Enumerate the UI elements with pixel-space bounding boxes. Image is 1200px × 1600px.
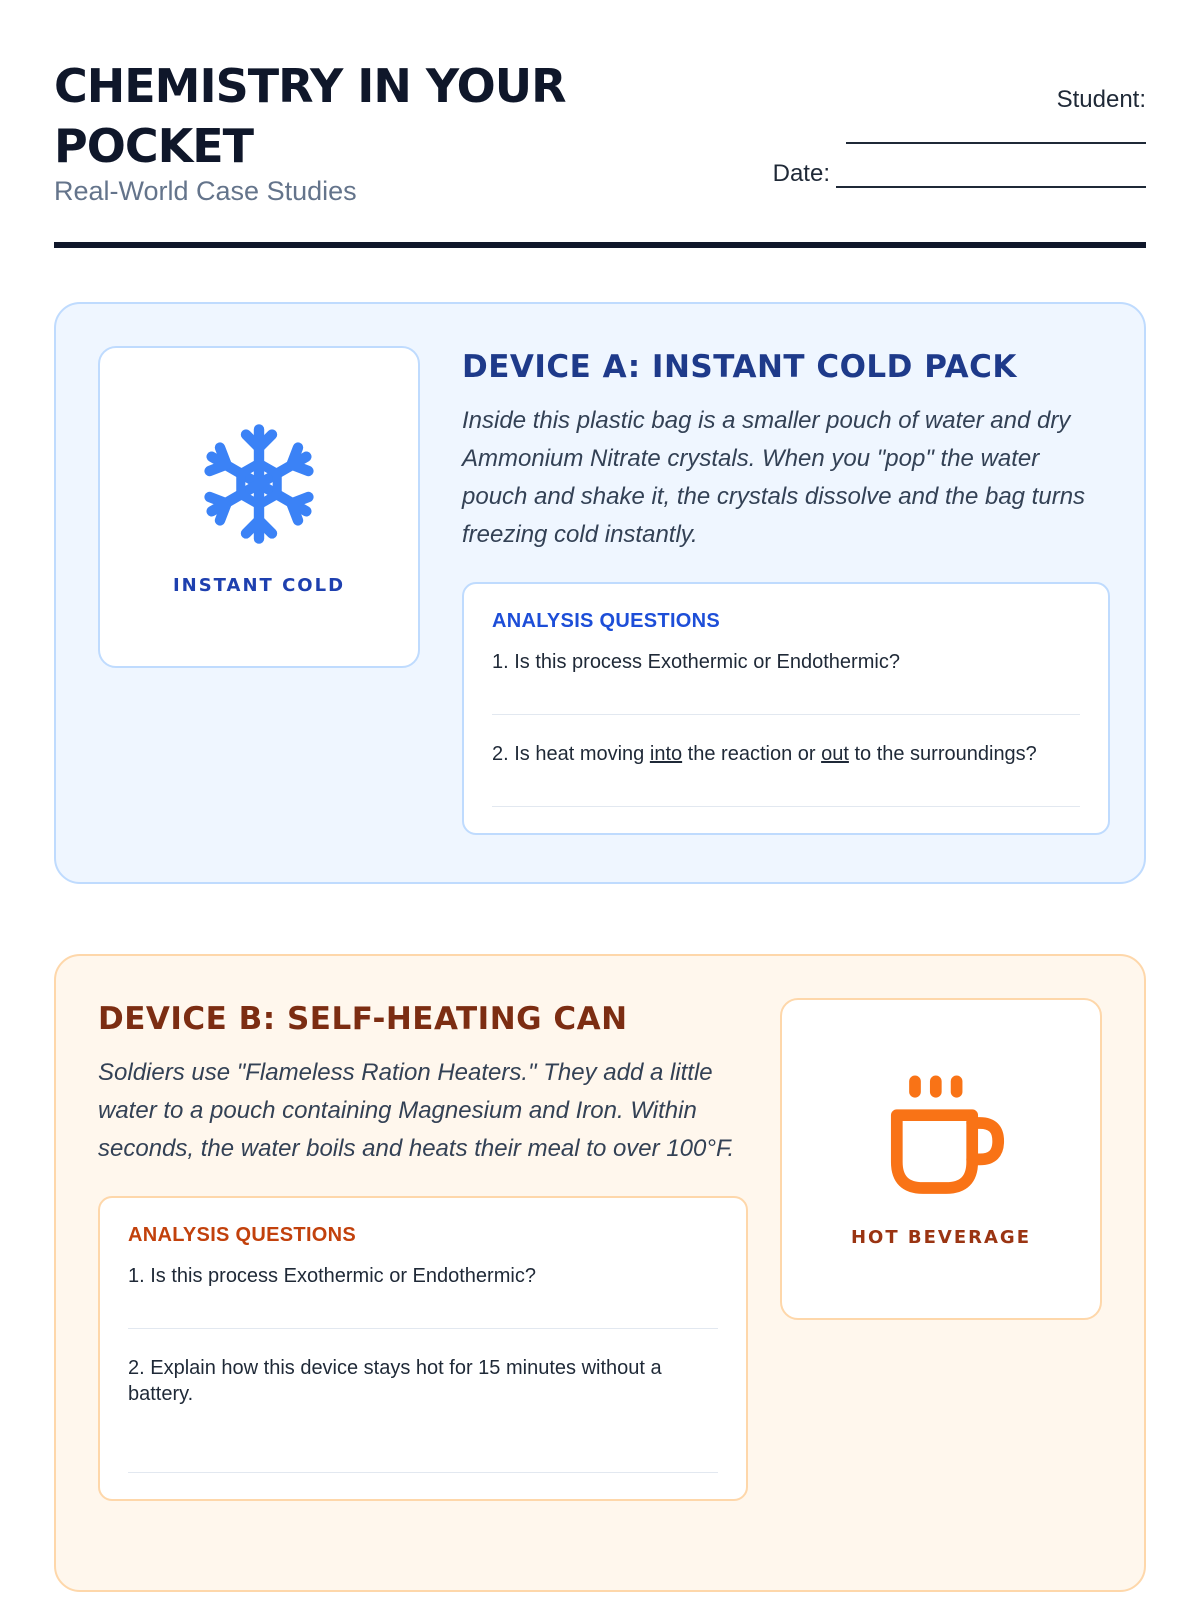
device-b-answer-2-line[interactable] xyxy=(128,1407,718,1473)
device-a-answer-1-line[interactable] xyxy=(492,675,1080,715)
student-field xyxy=(746,82,1146,114)
device-b-question-2: 2. Explain how this device stays hot for 15 minutes without a battery. xyxy=(128,1357,662,1405)
device-a-question-2-part: to the surroundings? xyxy=(848,743,1037,765)
date-label: Date: xyxy=(772,160,830,187)
device-a-question-1: 1. Is this process Exothermic or Endothermic? xyxy=(492,651,900,673)
mug-icon xyxy=(876,1071,1006,1201)
student-label: Student: xyxy=(1056,86,1146,113)
header-divider xyxy=(54,242,1146,248)
device-b-icon-box xyxy=(780,998,1102,1320)
device-a-question-2-part: 2. Is heat moving xyxy=(492,743,650,765)
device-a-questions-title: ANALYSIS QUESTIONS xyxy=(492,610,721,632)
date-field xyxy=(746,156,1146,188)
device-b-icon-label: HOT BEVERAGE xyxy=(850,1226,1031,1248)
student-line-row xyxy=(746,114,1146,144)
student-fields xyxy=(746,82,1146,188)
device-a-questions xyxy=(462,582,1110,835)
snowflake-icon xyxy=(194,419,324,549)
device-a-description: Inside this plastic bag is a smaller pouch of water and dry Ammonium Nitrate crystals. When you "pop" the water pouch and shake it, the crystals dissolve and the bag turns freezing cold instantly. xyxy=(462,407,1086,548)
device-a-question-2-out: out xyxy=(821,743,849,765)
worksheet-header xyxy=(54,56,1146,246)
device-a-answer-2-line[interactable] xyxy=(492,767,1080,807)
device-b-questions-title: ANALYSIS QUESTIONS xyxy=(128,1224,357,1246)
device-b-title: DEVICE B: SELF-HEATING CAN xyxy=(98,1001,628,1037)
device-a-icon-box xyxy=(98,346,420,668)
device-b-answer-1-line[interactable] xyxy=(128,1289,718,1329)
page-title: CHEMISTRY IN YOUR POCKET xyxy=(54,59,566,173)
device-a-icon-label: INSTANT COLD xyxy=(172,574,346,596)
device-b-description: Soldiers use "Flameless Ration Heaters." They add a little water to a pouch containing Magnesium and Iron. Within seconds, the water boils and heats their meal to over 100°F. xyxy=(98,1059,735,1162)
device-b-card xyxy=(54,954,1146,1592)
page-subtitle: Real-World Case Studies xyxy=(54,176,357,206)
device-b-questions xyxy=(98,1196,748,1501)
device-a-question-2-part: the reaction or xyxy=(682,743,822,765)
device-b-question-1: 1. Is this process Exothermic or Endothermic? xyxy=(128,1265,536,1287)
date-blank-line[interactable] xyxy=(836,164,1146,188)
device-b-content xyxy=(98,998,748,1501)
device-a-question-2-into: into xyxy=(649,743,683,765)
device-a-card xyxy=(54,302,1146,884)
student-blank-line[interactable] xyxy=(846,116,1146,144)
device-a-content xyxy=(462,346,1110,835)
device-a-title: DEVICE A: INSTANT COLD PACK xyxy=(462,349,1017,385)
device-a-question-2 xyxy=(492,741,1080,767)
